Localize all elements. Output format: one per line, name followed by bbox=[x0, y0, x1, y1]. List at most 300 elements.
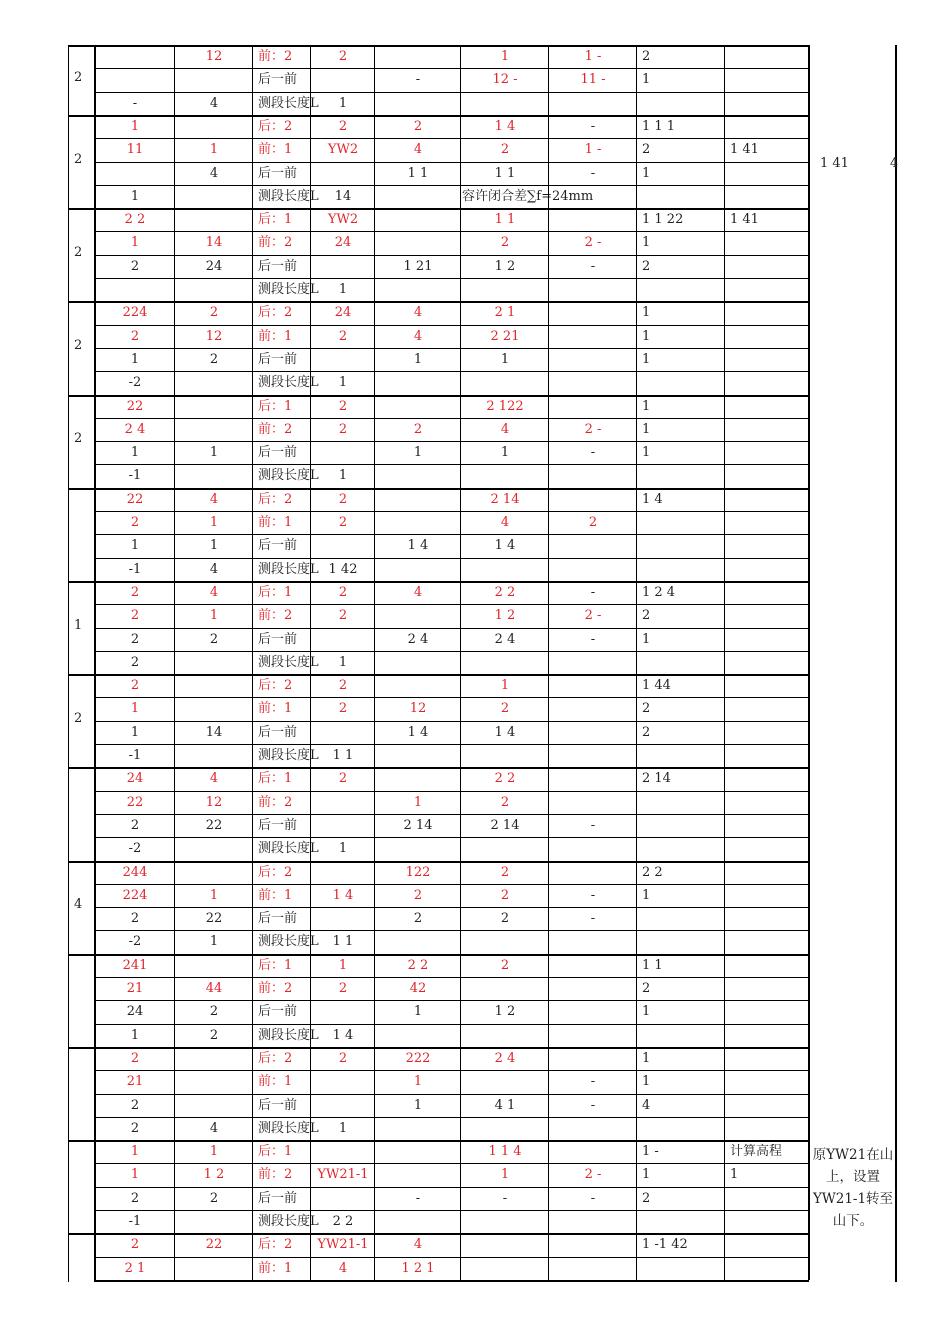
grid-line bbox=[94, 1070, 809, 1071]
data-cell: 2 122 bbox=[486, 398, 524, 414]
data-cell: 2 4 bbox=[494, 1050, 516, 1066]
grid-line bbox=[68, 395, 809, 397]
data-cell: 前：1 bbox=[258, 142, 293, 158]
data-cell: 测段长度L bbox=[258, 561, 319, 577]
grid-line bbox=[374, 45, 375, 1280]
station-label: 2 bbox=[74, 710, 83, 726]
grid-line bbox=[94, 45, 96, 1280]
grid-line bbox=[895, 45, 897, 1282]
data-cell: 后一前 bbox=[258, 1004, 298, 1020]
data-cell: 2 bbox=[209, 351, 219, 367]
grid-line bbox=[94, 1000, 809, 1001]
data-cell: 12 bbox=[205, 49, 223, 64]
data-cell: 1 4 bbox=[494, 724, 516, 740]
grid-line bbox=[94, 162, 809, 163]
data-cell: 1 bbox=[338, 282, 348, 297]
data-cell: 前：2 bbox=[258, 235, 293, 251]
grid-line bbox=[68, 115, 809, 117]
data-cell: 测段长度L bbox=[258, 468, 319, 484]
data-cell: 测段长度L bbox=[258, 841, 319, 857]
data-cell: 1 bbox=[642, 328, 651, 344]
grid-line bbox=[94, 348, 809, 349]
data-cell: 后一前 bbox=[258, 1190, 298, 1206]
data-cell: 4 bbox=[209, 771, 219, 787]
data-cell: 24 bbox=[205, 258, 223, 274]
data-cell: YW21-1 bbox=[317, 1167, 369, 1183]
data-cell: 前：2 bbox=[258, 981, 293, 996]
data-cell: 2 bbox=[338, 584, 348, 600]
data-cell: 1 bbox=[130, 1027, 140, 1043]
data-cell: 1 4 bbox=[494, 538, 516, 554]
data-cell: 后：1 bbox=[258, 398, 293, 414]
data-cell: 2 bbox=[642, 258, 651, 274]
data-cell: 1 4 bbox=[407, 538, 429, 554]
grid-line bbox=[94, 511, 809, 512]
data-cell: 1 21 bbox=[403, 258, 433, 274]
data-cell: 1 44 bbox=[642, 678, 671, 694]
data-cell: - bbox=[590, 1074, 596, 1090]
data-cell: 2 21 bbox=[490, 328, 520, 344]
grid-line bbox=[94, 1024, 809, 1025]
data-cell: 1 bbox=[209, 934, 219, 950]
data-cell: 11 bbox=[126, 142, 144, 158]
grid-line bbox=[94, 721, 809, 722]
data-cell: 4 bbox=[500, 421, 510, 437]
data-cell: 2 bbox=[130, 678, 140, 694]
data-cell: 2 bbox=[413, 887, 423, 903]
grid-line bbox=[68, 674, 809, 676]
data-cell: 2 bbox=[130, 584, 140, 600]
data-cell: 测段长度L bbox=[258, 654, 319, 670]
data-cell: 1 bbox=[642, 72, 651, 88]
grid-line bbox=[94, 1117, 809, 1118]
data-cell: 2 - bbox=[584, 235, 602, 251]
data-cell: 1 bbox=[642, 1167, 651, 1183]
data-cell: - bbox=[590, 631, 596, 647]
station-label: 2 bbox=[74, 431, 83, 447]
data-cell: 测段长度L bbox=[258, 375, 319, 391]
data-cell: 2 bbox=[642, 142, 651, 158]
data-cell: 2 bbox=[338, 421, 348, 437]
data-cell: 1 bbox=[130, 724, 140, 740]
data-cell: 2 bbox=[338, 981, 348, 996]
data-cell: 2 bbox=[338, 1050, 348, 1066]
data-cell: 前：1 bbox=[258, 887, 293, 903]
data-cell: 2 bbox=[209, 631, 219, 647]
data-cell: 2 14 bbox=[490, 491, 520, 507]
data-cell: 1 bbox=[413, 794, 423, 810]
grid-line bbox=[94, 441, 809, 442]
data-cell: 1 1 bbox=[332, 748, 354, 763]
data-cell: 前：1 bbox=[258, 515, 293, 530]
data-cell: 241 bbox=[122, 957, 148, 973]
data-cell: 224 bbox=[122, 305, 148, 321]
data-cell: - bbox=[590, 1190, 596, 1206]
data-cell: 后一前 bbox=[258, 445, 298, 461]
grid-line bbox=[94, 628, 809, 629]
grid-line bbox=[94, 325, 809, 326]
data-cell: 2 bbox=[130, 1190, 140, 1206]
data-cell: 1 1 bbox=[642, 957, 663, 973]
data-cell: 24 bbox=[126, 771, 144, 787]
data-cell: 1 bbox=[413, 1097, 423, 1113]
data-cell: - bbox=[590, 445, 596, 461]
grid-line bbox=[68, 45, 69, 1282]
data-cell: 1 4 bbox=[642, 491, 663, 507]
data-cell: 1 bbox=[730, 1167, 739, 1183]
data-cell: 2 2 bbox=[124, 212, 146, 228]
data-cell: 2 bbox=[130, 911, 140, 927]
data-cell: 2 bbox=[338, 118, 348, 134]
data-cell: 2 bbox=[209, 1190, 219, 1206]
data-cell: 2 bbox=[500, 142, 510, 158]
data-cell: - bbox=[590, 258, 596, 274]
data-cell: 11 - bbox=[580, 72, 606, 88]
data-cell: 后一前 bbox=[258, 165, 298, 181]
data-cell: 12 bbox=[409, 701, 427, 717]
data-cell: 222 bbox=[405, 1050, 431, 1066]
data-cell: 1 bbox=[642, 165, 651, 181]
data-cell: 2 bbox=[130, 1120, 140, 1136]
data-cell: 2 bbox=[209, 1004, 219, 1020]
data-cell: 2 4 bbox=[407, 631, 429, 647]
data-cell: 1 bbox=[338, 841, 348, 857]
data-cell: 测段长度L bbox=[258, 1120, 319, 1136]
data-cell: 1 bbox=[338, 1120, 348, 1136]
data-cell: 2 bbox=[209, 1027, 219, 1043]
grid-line bbox=[68, 1140, 809, 1142]
data-cell: 1 1 1 bbox=[642, 118, 676, 134]
data-cell: 1 bbox=[338, 957, 348, 973]
data-cell: - bbox=[415, 72, 421, 88]
station-label: 1 bbox=[74, 617, 83, 633]
data-cell: 测段长度L bbox=[258, 934, 319, 950]
data-cell: 2 bbox=[588, 515, 598, 530]
grid-line bbox=[548, 45, 549, 1280]
data-cell: - bbox=[502, 1190, 508, 1206]
data-cell: -1 bbox=[128, 748, 142, 763]
data-cell: 2 bbox=[338, 515, 348, 530]
data-cell: 2 - bbox=[584, 1167, 602, 1183]
data-cell: - bbox=[415, 1190, 421, 1206]
data-cell: 1 bbox=[209, 538, 219, 554]
data-cell: 2 2 bbox=[332, 1214, 354, 1229]
data-cell: 2 bbox=[338, 491, 348, 507]
station-label: 2 bbox=[74, 337, 83, 353]
data-cell: 2 bbox=[130, 608, 140, 624]
station-label: 4 bbox=[74, 897, 83, 913]
data-cell: 1 - bbox=[584, 142, 602, 158]
data-cell: 1 bbox=[130, 701, 140, 717]
station-label: 2 bbox=[74, 244, 83, 260]
data-cell: - bbox=[132, 95, 138, 111]
data-cell: 14 bbox=[205, 724, 223, 740]
data-cell: 2 - bbox=[584, 608, 602, 624]
grid-line bbox=[252, 45, 253, 1280]
data-cell: 1 bbox=[413, 351, 423, 367]
data-cell: 后一前 bbox=[258, 1097, 298, 1113]
data-cell: 后一前 bbox=[258, 817, 298, 833]
data-cell: - bbox=[590, 584, 596, 600]
data-cell: 2 bbox=[130, 1237, 140, 1253]
grid-line bbox=[94, 791, 809, 792]
data-cell: 前：1 bbox=[258, 328, 293, 344]
data-cell: 24 bbox=[126, 1004, 144, 1020]
grid-line bbox=[68, 1233, 809, 1235]
data-cell: 后：2 bbox=[258, 678, 293, 694]
data-cell: 2 14 bbox=[490, 817, 520, 833]
grid-line bbox=[94, 534, 809, 535]
data-cell: 1 - bbox=[584, 49, 602, 64]
data-cell: 1 bbox=[338, 654, 348, 670]
data-cell: 2 bbox=[642, 724, 651, 740]
data-cell: 2 bbox=[338, 771, 348, 787]
data-cell: 1 bbox=[413, 1004, 423, 1020]
data-cell: 后一前 bbox=[258, 631, 298, 647]
data-cell: YW21-1 bbox=[317, 1237, 369, 1253]
data-cell: 2 1 bbox=[494, 305, 516, 321]
data-cell: 1 bbox=[642, 1004, 651, 1020]
data-cell: 2 2 bbox=[494, 771, 516, 787]
data-cell: 2 bbox=[500, 911, 510, 927]
data-cell: 后一前 bbox=[258, 538, 298, 554]
data-cell: 1 bbox=[209, 608, 219, 624]
data-cell: 测段长度L bbox=[258, 95, 319, 111]
data-cell: 1 41 bbox=[730, 142, 759, 158]
data-cell: 后：1 bbox=[258, 584, 293, 600]
data-cell: 1 1 bbox=[494, 165, 516, 181]
grid-line bbox=[94, 1094, 809, 1095]
grid-line bbox=[808, 45, 810, 1280]
data-cell: 1 bbox=[130, 235, 140, 251]
data-cell: 4 bbox=[413, 328, 423, 344]
grid-line bbox=[94, 1210, 809, 1211]
data-cell: 1 bbox=[642, 1074, 651, 1090]
data-cell: 1 1 4 bbox=[488, 1144, 522, 1160]
data-cell: 4 bbox=[338, 1260, 348, 1276]
data-cell: 后：1 bbox=[258, 212, 293, 228]
data-cell: 后一前 bbox=[258, 72, 298, 88]
data-cell: 1 bbox=[642, 887, 651, 903]
data-cell: 后：1 bbox=[258, 957, 293, 973]
data-cell: 2 bbox=[500, 701, 510, 717]
grid-line bbox=[94, 837, 809, 838]
data-cell: YW2 bbox=[327, 212, 359, 228]
data-cell: 后一前 bbox=[258, 911, 298, 927]
grid-line bbox=[68, 581, 809, 583]
data-cell: 2 bbox=[130, 515, 140, 530]
data-cell: - bbox=[590, 911, 596, 927]
data-cell: 前：2 bbox=[258, 794, 293, 810]
data-cell: 2 bbox=[500, 235, 510, 251]
data-cell: 1 bbox=[642, 445, 651, 461]
data-cell: 后：2 bbox=[258, 1050, 293, 1066]
data-cell: 1 4 bbox=[407, 724, 429, 740]
data-cell: 1 bbox=[500, 351, 510, 367]
data-cell: 2 bbox=[130, 654, 140, 670]
data-cell: 2 bbox=[500, 864, 510, 880]
data-cell: 1 bbox=[338, 468, 348, 484]
data-cell: 1 bbox=[209, 445, 219, 461]
grid-line bbox=[94, 1187, 809, 1188]
data-cell: 4 bbox=[209, 95, 219, 111]
data-cell: 1 bbox=[209, 1144, 219, 1160]
data-cell: 4 bbox=[209, 561, 219, 577]
data-cell: 2 bbox=[130, 258, 140, 274]
grid-line bbox=[174, 45, 175, 1280]
data-cell: 4 bbox=[413, 305, 423, 321]
data-cell: YW2 bbox=[327, 142, 359, 158]
data-cell: 1 4 bbox=[332, 887, 354, 903]
data-cell: 4 bbox=[209, 491, 219, 507]
grid-line bbox=[68, 954, 809, 956]
data-cell: 14 bbox=[334, 188, 352, 204]
data-cell: 14 bbox=[205, 235, 223, 251]
data-cell: -2 bbox=[128, 375, 142, 391]
data-cell: 2 bbox=[338, 49, 348, 64]
data-cell: 后一前 bbox=[258, 351, 298, 367]
data-cell: 后：2 bbox=[258, 118, 293, 134]
grid-line bbox=[94, 558, 809, 559]
data-cell: 22 bbox=[126, 794, 144, 810]
data-cell: 2 bbox=[500, 957, 510, 973]
data-cell: 测段长度L bbox=[258, 748, 319, 763]
side-value: 1 41 bbox=[820, 156, 849, 171]
grid-line bbox=[94, 231, 809, 232]
data-cell: 2 bbox=[642, 49, 651, 64]
grid-line bbox=[68, 767, 809, 769]
data-cell: 2 bbox=[413, 421, 423, 437]
data-cell: 1 bbox=[130, 1144, 140, 1160]
data-cell: 1 1 22 bbox=[642, 212, 684, 228]
data-cell: 21 bbox=[126, 981, 144, 996]
data-cell: 4 bbox=[642, 1097, 651, 1113]
grid-line bbox=[94, 278, 809, 279]
grid-line bbox=[68, 1047, 809, 1049]
data-cell: 2 2 bbox=[494, 584, 516, 600]
data-cell: 1 -1 42 bbox=[642, 1237, 688, 1253]
data-cell: -1 bbox=[128, 561, 142, 577]
data-cell: 1 41 bbox=[730, 212, 759, 228]
data-cell: 2 bbox=[130, 1097, 140, 1113]
data-cell: 1 bbox=[130, 1167, 140, 1183]
data-cell: 2 bbox=[130, 631, 140, 647]
data-cell: 22 bbox=[205, 817, 223, 833]
data-cell: 24 bbox=[334, 235, 352, 251]
data-cell: 1 1 bbox=[407, 165, 429, 181]
data-cell: 2 bbox=[413, 911, 423, 927]
data-cell: 2 bbox=[338, 608, 348, 624]
data-cell: 2 4 bbox=[494, 631, 516, 647]
data-cell: 21 bbox=[126, 1074, 144, 1090]
data-cell: 2 4 bbox=[124, 421, 146, 437]
data-cell: 2 bbox=[130, 817, 140, 833]
data-cell: 2 14 bbox=[642, 771, 671, 787]
data-cell: 4 1 bbox=[494, 1097, 516, 1113]
data-cell: 测段长度L bbox=[258, 282, 319, 297]
data-cell: 1 bbox=[130, 351, 140, 367]
data-cell: 1 bbox=[413, 1074, 423, 1090]
data-cell: 后一前 bbox=[258, 724, 298, 740]
data-cell: 22 bbox=[126, 491, 144, 507]
data-cell: 42 bbox=[409, 981, 427, 996]
data-cell: 2 bbox=[642, 701, 651, 717]
grid-line bbox=[94, 651, 809, 652]
data-cell: 2 bbox=[642, 608, 651, 624]
grid-line bbox=[68, 861, 809, 863]
grid-line bbox=[68, 488, 809, 490]
data-cell: - bbox=[590, 817, 596, 833]
data-cell: 1 bbox=[642, 305, 651, 321]
data-cell: 1 bbox=[130, 445, 140, 461]
data-cell: 2 bbox=[500, 794, 510, 810]
grid-line bbox=[94, 418, 809, 419]
data-cell: -1 bbox=[128, 468, 142, 484]
data-cell: 2 1 bbox=[124, 1260, 146, 1276]
data-cell: 12 bbox=[205, 328, 223, 344]
data-cell: 4 bbox=[413, 142, 423, 158]
data-cell: 12 bbox=[205, 794, 223, 810]
data-cell: 2 2 bbox=[407, 957, 429, 973]
data-cell: 2 14 bbox=[403, 817, 433, 833]
grid-line bbox=[94, 185, 809, 186]
data-cell: 前：2 bbox=[258, 49, 293, 64]
grid-line bbox=[94, 814, 809, 815]
data-cell: 1 4 bbox=[332, 1027, 354, 1043]
data-cell: 4 bbox=[413, 584, 423, 600]
station-label: 2 bbox=[74, 69, 83, 85]
station-label: 2 bbox=[74, 151, 83, 167]
data-cell: 2 bbox=[338, 398, 348, 414]
data-cell: 1 2 1 bbox=[401, 1260, 435, 1276]
remark-note: 原YW21在山上，设置YW21-1转至山下。 bbox=[812, 1147, 894, 1230]
grid-line bbox=[94, 977, 809, 978]
data-cell: 44 bbox=[205, 981, 223, 996]
data-cell: 22 bbox=[205, 911, 223, 927]
data-cell: 244 bbox=[122, 864, 148, 880]
data-cell: 22 bbox=[205, 1237, 223, 1253]
grid-line bbox=[636, 45, 637, 1280]
grid-line bbox=[68, 301, 809, 303]
grid-line bbox=[724, 45, 725, 1280]
data-cell: 后：2 bbox=[258, 1237, 293, 1253]
data-cell: 前：2 bbox=[258, 421, 293, 437]
data-cell: 前：2 bbox=[258, 608, 293, 624]
grid-line bbox=[94, 744, 809, 745]
data-cell: 224 bbox=[122, 887, 148, 903]
data-cell: 2 - bbox=[584, 421, 602, 437]
data-cell: 计算高程 bbox=[730, 1144, 783, 1160]
data-cell: 1 bbox=[500, 678, 510, 694]
data-cell: -2 bbox=[128, 841, 142, 857]
data-cell: 1 bbox=[130, 118, 140, 134]
data-cell: 容许闭合差∑f=24mm bbox=[462, 188, 594, 204]
data-cell: 1 1 bbox=[494, 212, 516, 228]
data-cell: 前：2 bbox=[258, 1167, 293, 1183]
data-cell: - bbox=[590, 118, 596, 134]
data-cell: 1 bbox=[413, 445, 423, 461]
data-cell: 2 bbox=[209, 305, 219, 321]
data-cell: 后：1 bbox=[258, 1144, 293, 1160]
data-cell: 1 bbox=[130, 538, 140, 554]
data-cell: 1 bbox=[500, 49, 510, 64]
grid-line bbox=[68, 45, 809, 47]
data-cell: 4 bbox=[500, 515, 510, 530]
grid-line bbox=[94, 1257, 809, 1258]
grid-line bbox=[310, 45, 311, 1280]
data-cell: 2 bbox=[338, 328, 348, 344]
data-cell: 后：2 bbox=[258, 305, 293, 321]
